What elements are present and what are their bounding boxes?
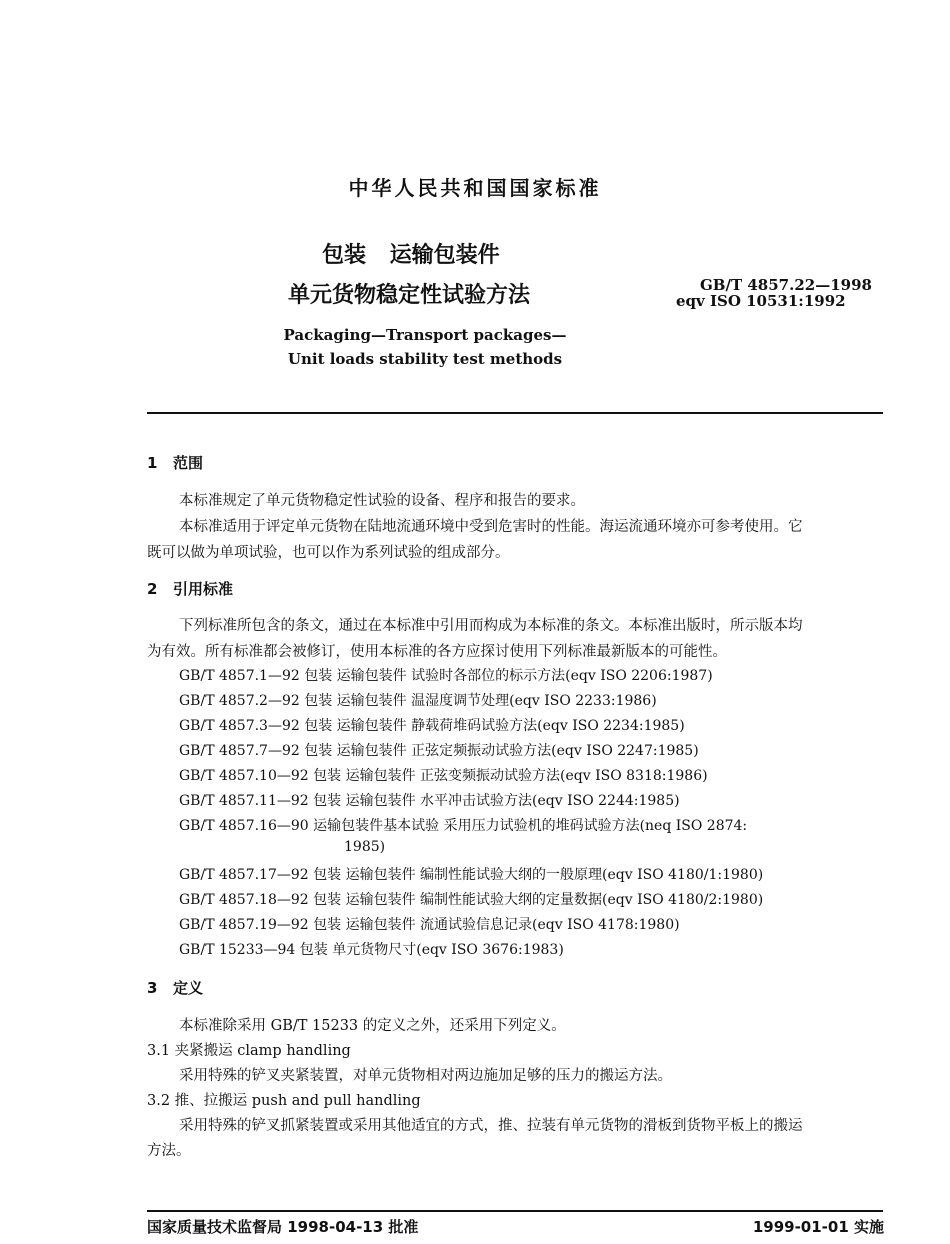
section-1-para-2-line1: 本标准适用于评定单元货物在陆地流通环境中受到危害时的性能。海运流通环境亦可参考使用。它	[179, 519, 803, 535]
definition-3-1-text: 采用特殊的铲叉夹紧装置，对单元货物相对两边施加足够的压力的搬运方法。	[179, 1068, 672, 1084]
definition-3-1-title: 3.1 夹紧搬运 clamp handling	[147, 1043, 351, 1059]
section-1-para-2-line2: 既可以做为单项试验，也可以作为系列试验的组成部分。	[147, 545, 510, 561]
national-standard-heading: 中华人民共和国国家标准	[348, 176, 602, 200]
section-1-heading	[147, 452, 203, 473]
definition-3-2-text-line2: 方法。	[147, 1143, 191, 1159]
header-divider	[147, 412, 883, 414]
reference-item: GB/T 4857.17—92 包装 运输包装件 编制性能试验大纲的一般原理(eqv ISO 4180/1:1980)	[179, 867, 764, 883]
reference-item: GB/T 4857.3—92 包装 运输包装件 静载荷堆码试验方法(eqv ISO 2234:1985)	[179, 718, 685, 734]
reference-item: GB/T 15233—94 包装 单元货物尺寸(eqv ISO 3676:1983)	[179, 942, 564, 958]
section-1-title: 范围	[173, 454, 204, 472]
implementation-date: 1999-01-01 实施	[752, 1218, 884, 1236]
reference-item: GB/T 4857.11—92 包装 运输包装件 水平冲击试验方法(eqv ISO 2244:1985)	[179, 793, 680, 809]
definition-3-2-title: 3.2 推、拉搬运 push and pull handling	[147, 1093, 421, 1109]
approval-info: 国家质量技术监督局 1998-04-13 批准	[147, 1218, 419, 1236]
reference-item: GB/T 4857.1—92 包装 运输包装件 试验时各部位的标示方法(eqv ISO 2206:1987)	[179, 668, 713, 684]
reference-item: GB/T 4857.7—92 包装 运输包装件 正弦定频振动试验方法(eqv ISO 2247:1985)	[179, 743, 699, 759]
reference-item: GB/T 4857.10—92 包装 运输包装件 正弦变频振动试验方法(eqv ISO 8318:1986)	[179, 768, 708, 784]
reference-item: GB/T 4857.16—90 运输包装件基本试验 采用压力试验机的堆码试验方法(neq ISO 2874:	[179, 818, 748, 834]
definition-3-2-text-line1: 采用特殊的铲叉抓紧装置或采用其他适宜的方式，推、拉装有单元货物的滑板到货物平板上的搬运	[179, 1118, 803, 1134]
reference-item: GB/T 4857.2—92 包装 运输包装件 温湿度调节处理(eqv ISO 2233:1986)	[179, 693, 657, 709]
footer-divider	[147, 1210, 883, 1212]
section-2-heading	[147, 578, 233, 599]
section-1-para-1: 本标准规定了单元货物稳定性试验的设备、程序和报告的要求。	[179, 493, 585, 509]
section-2-number: 2	[147, 580, 158, 598]
section-3-title: 定义	[173, 979, 204, 997]
english-title-line1: Packaging—Transport packages—	[283, 326, 567, 344]
section-3-heading	[147, 977, 203, 998]
standard-number: GB/T 4857.22—1998	[700, 276, 872, 294]
equivalent-standard: eqv ISO 10531:1992	[676, 292, 846, 310]
reference-item: GB/T 4857.19—92 包装 运输包装件 流通试验信息记录(eqv ISO 4178:1980)	[179, 917, 680, 933]
section-2-title: 引用标准	[173, 580, 234, 598]
section-2-para-line1: 下列标准所包含的条文，通过在本标准中引用而构成为本标准的条文。本标准出版时，所示版本均	[179, 618, 803, 634]
english-title-line2: Unit loads stability test methods	[287, 350, 563, 368]
section-2-para-line2: 为有效。所有标准都会被修订，使用本标准的各方应探讨使用下列标准最新版本的可能性。	[147, 644, 727, 660]
section-3-para: 本标准除采用 GB/T 15233 的定义之外，还采用下列定义。	[179, 1018, 566, 1034]
reference-item-continuation: 1985)	[344, 839, 386, 855]
reference-item: GB/T 4857.18—92 包装 运输包装件 编制性能试验大纲的定量数据(eqv ISO 4180/2:1980)	[179, 892, 764, 908]
section-3-number: 3	[147, 979, 158, 997]
section-1-number: 1	[147, 454, 158, 472]
chinese-title-line1: 包装 运输包装件	[322, 243, 500, 268]
chinese-title-line2: 单元货物稳定性试验方法	[288, 283, 531, 308]
